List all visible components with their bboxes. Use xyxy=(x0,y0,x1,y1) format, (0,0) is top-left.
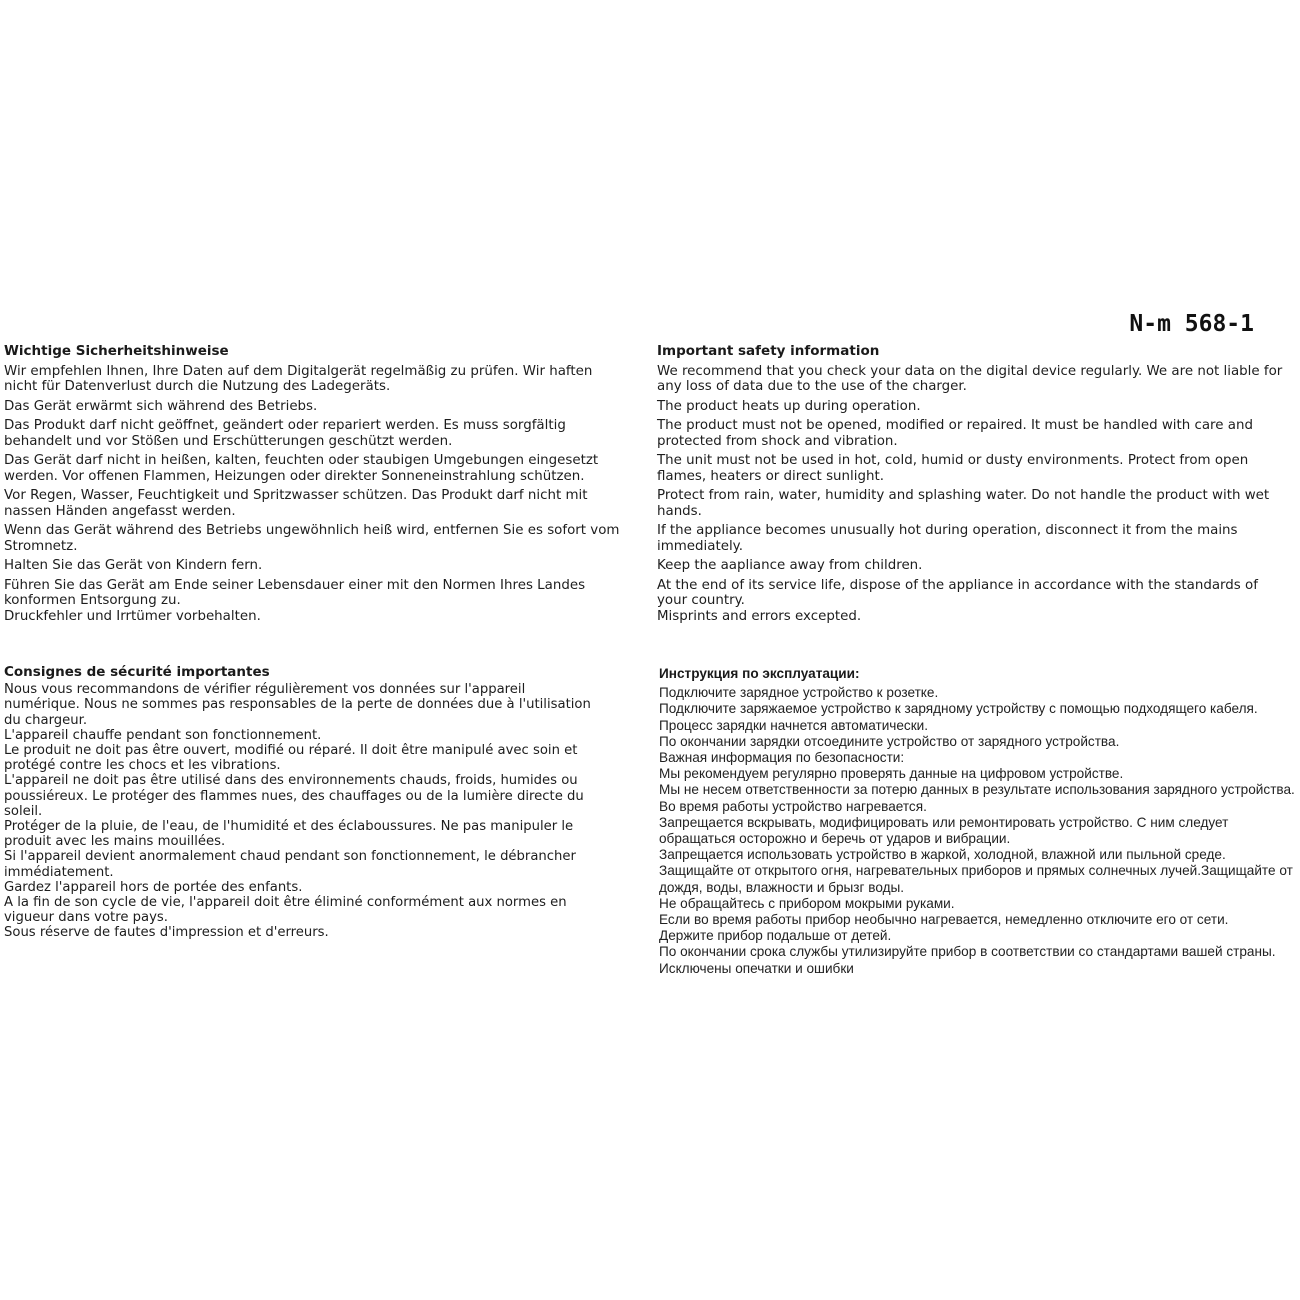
french-line: Protéger de la pluie, de l'eau, de l'humidité et des éclaboussures. Ne pas manipuler le produit avec les mains mouillées. xyxy=(4,819,574,850)
german-paragraph: Das Produkt darf nicht geöffnet, geändert oder repariert werden. Es muss sorgfältig behandelt und vor Stößen und Erschütterungen geschützt werden. xyxy=(4,418,566,449)
german-paragraph: Führen Sie das Gerät am Ende seiner Lebensdauer einer mit den Normen Ihres Landes konformen Entsorgung zu. Druckfehler und Irrtümer vorbehalten. xyxy=(4,577,586,624)
russian-line: Запрещается вскрывать, модифицировать или ремонтировать устройство. С ним следует обращаться осторожно и беречь от ударов и вибрации. xyxy=(659,814,1229,847)
french-line: L'appareil chauffe pendant son fonctionnement. xyxy=(4,727,322,743)
german-title: Wichtige Sicherheitshinweise xyxy=(4,343,229,359)
english-paragraph: Protect from rain, water, humidity and splashing water. Do not handle the product with wet hands. xyxy=(657,488,1270,519)
russian-line: Не обращайтесь с прибором мокрыми руками. xyxy=(659,895,955,911)
french-line: Gardez l'appareil hors de portée des enfants. xyxy=(4,879,303,895)
russian-line: По окончании срока службы утилизируйте прибор в соответствии со стандартами вашей страны. xyxy=(659,944,1276,960)
english-paragraph: The product must not be opened, modified or repaired. It must be handled with care and protected from shock and vibration. xyxy=(657,418,1253,449)
german-paragraph: Halten Sie das Gerät von Kindern fern. xyxy=(4,558,263,573)
english-paragraph: We recommend that you check your data on the digital device regularly. We are not liable for any loss of data due to the use of the charger. xyxy=(657,363,1283,394)
german-paragraph: Das Gerät darf nicht in heißen, kalten, feuchten oder staubigen Umgebungen eingesetzt werden. Vor offenen Flammen, Heizungen oder direkter Sonneneinstrahlung schützen. xyxy=(4,453,599,484)
russian-line: Мы не несем ответственности за потерю данных в результате использования зарядного устройства. xyxy=(659,782,1295,798)
english-paragraph: Keep the aapliance away from children. xyxy=(657,558,923,573)
english-paragraph: If the appliance becomes unusually hot during operation, disconnect it from the mains immediately. xyxy=(657,523,1238,554)
german-paragraph: Das Gerät erwärmt sich während des Betriebs. xyxy=(4,398,318,414)
french-line: L'appareil ne doit pas être utilisé dans des environnements chauds, froids, humides ou poussiéreux. Le protéger des flammes nues, des chauffages ou de la lumière directe du soleil. xyxy=(4,773,584,819)
french-line: Nous vous recommandons de vérifier régulièrement vos données sur l'appareil numérique. Nous ne sommes pas responsables de la perte de données due à l'utilisation du chargeur. xyxy=(4,682,591,728)
russian-line: Процесс зарядки начнется автоматически. xyxy=(659,717,929,733)
german-paragraph: Wenn das Gerät während des Betriebs ungewöhnlich heiß wird, entfernen Sie es sofort vom Stromnetz. xyxy=(4,523,620,554)
russian-line: Если во время работы прибор необычно нагревается, немедленно отключите его от сети. xyxy=(659,912,1229,928)
french-title: Consignes de sécurité importantes xyxy=(4,664,270,680)
russian-instructions-section xyxy=(659,666,1299,977)
russian-line: Подключите зарядное устройство к розетке. xyxy=(659,685,939,701)
russian-title: Инструкция по эксплуатации: xyxy=(659,666,860,681)
french-line: Le produit ne doit pas être ouvert, modifié ou réparé. Il doit être manipulé avec soin et protégé contre les chocs et les vibrations. xyxy=(4,743,578,774)
russian-line: Подключите заряжаемое устройство к зарядному устройству с помощью подходящего кабеля. xyxy=(659,701,1258,717)
french-line: A la fin de son cycle de vie, l'appareil doit être éliminé conformément aux normes en vigueur dans votre pays. xyxy=(4,895,567,926)
german-paragraph: Wir empfehlen Ihnen, Ihre Daten auf dem Digitalgerät regelmäßig zu prüfen. Wir haften nicht für Datenverlust durch die Nutzung des Ladegeräts. xyxy=(4,363,593,394)
english-paragraph: The unit must not be used in hot, cold, humid or dusty environments. Protect from open flames, heaters or direct sunlight. xyxy=(657,453,1249,484)
german-safety-section xyxy=(4,344,629,628)
english-paragraph: The product heats up during operation. xyxy=(657,398,921,414)
russian-line: Держите прибор подальше от детей. xyxy=(659,928,892,944)
english-safety-section xyxy=(657,344,1287,628)
french-safety-section xyxy=(4,665,604,941)
russian-line: Мы рекомендуем регулярно проверять данные на цифровом устройстве. xyxy=(659,766,1124,782)
english-paragraph: At the end of its service life, dispose of the appliance in accordance with the standards of your country. Misprints and errors excepted. xyxy=(657,577,1258,624)
russian-line: Запрещается использовать устройство в жаркой, холодной, влажной или пыльной среде. xyxy=(659,847,1226,863)
russian-line: Во время работы устройство нагревается. xyxy=(659,798,927,814)
model-number: N-m 568-1 xyxy=(1129,311,1254,337)
russian-line: Исключены опечатки и ошибки xyxy=(659,960,854,976)
french-line: Si l'appareil devient anormalement chaud pendant son fonctionnement, le débrancher immédiatement. xyxy=(4,849,576,880)
russian-line: Защищайте от открытого огня, нагревательных приборов и прямых солнечных лучей.Защищайте от дождя, воды, влажности и брызг воды. xyxy=(659,863,1293,895)
french-line: Sous réserve de fautes d'impression et d'erreurs. xyxy=(4,925,329,941)
russian-line: По окончании зарядки отсоедините устройство от зарядного устройства. xyxy=(659,733,1120,749)
german-paragraph: Vor Regen, Wasser, Feuchtigkeit und Spritzwasser schützen. Das Produkt darf nicht mit nassen Händen angefasst werden. xyxy=(4,488,588,519)
russian-line: Важная информация по безопасности: xyxy=(659,750,905,766)
english-title: Important safety information xyxy=(657,343,880,359)
